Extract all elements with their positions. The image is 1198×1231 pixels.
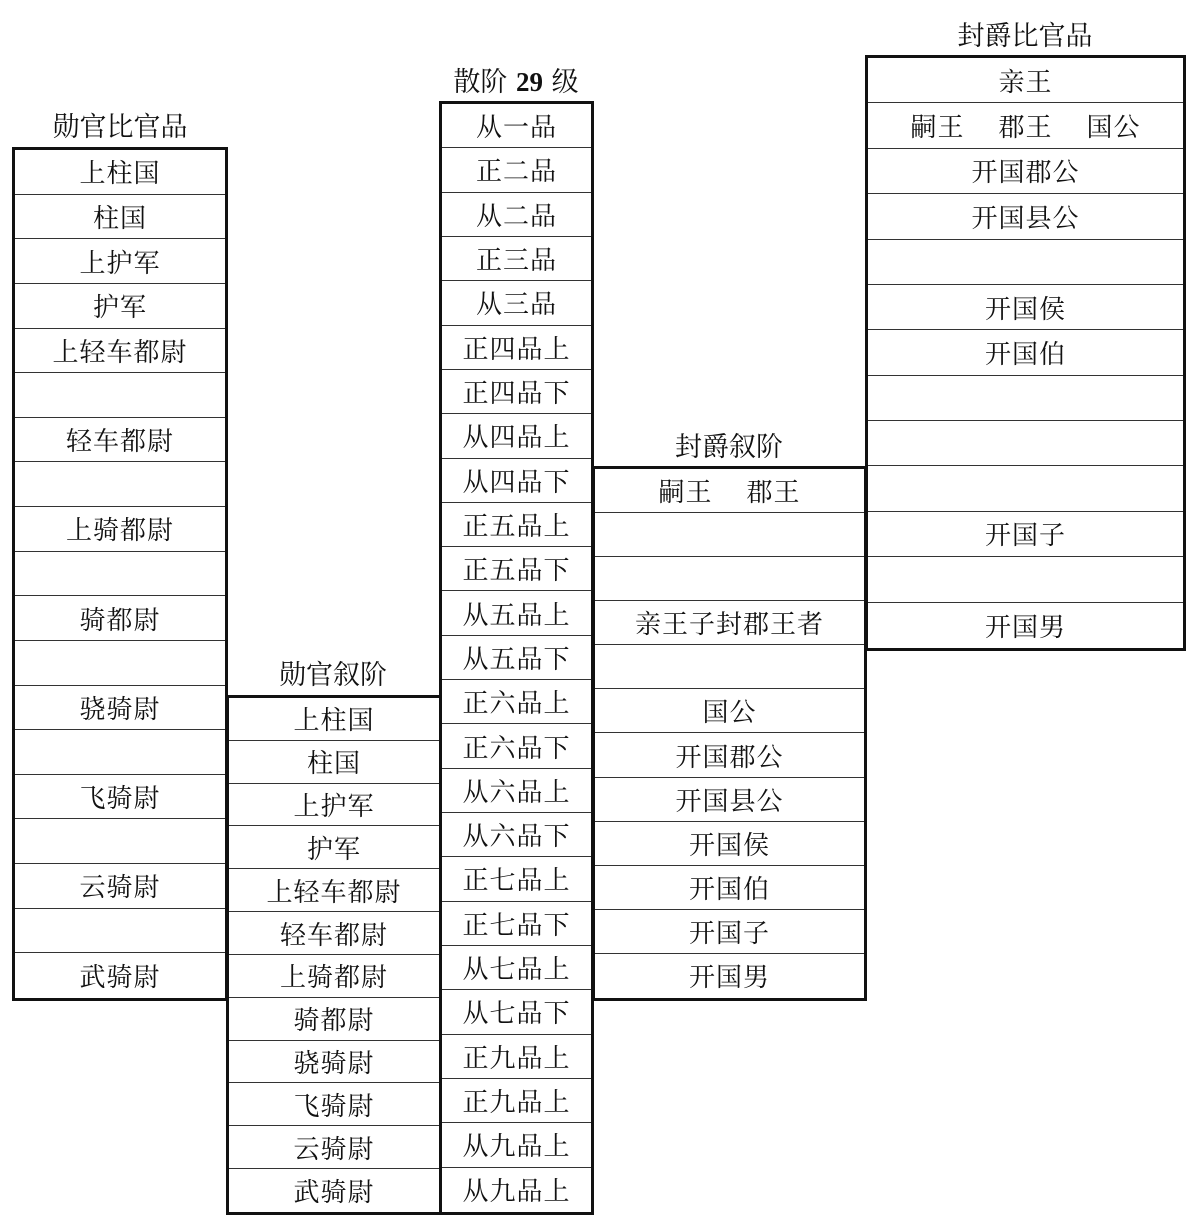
fengjue-bi-table — [865, 55, 1186, 651]
sanjie-cell: 正四品上 — [442, 326, 591, 370]
fengjue-xu-cell — [595, 645, 864, 689]
sanjie-cell: 正三品 — [442, 237, 591, 281]
xunguan-bi-cell: 武骑尉 — [79, 963, 161, 994]
xunguan-bi-cell: 骁骑尉 — [15, 686, 225, 731]
fengjue-bi-cell-part: 国公 — [1086, 113, 1141, 144]
sanjie-cell: 正五品下 — [442, 547, 591, 591]
sanjie-cell: 从九品上 — [442, 1123, 591, 1167]
fengjue-bi-cell — [868, 466, 1183, 511]
fengjue-xu-cell: 开国县公 — [595, 778, 864, 822]
fengjue-xu-cell — [595, 557, 864, 601]
xunguan-xu-cell: 上护军 — [229, 784, 439, 827]
sanjie-cell: 正六品上 — [442, 680, 591, 724]
sanjie-cell: 从七品上 — [442, 946, 591, 990]
sanjie-cell: 从五品下 — [442, 636, 591, 680]
xunguan-xu-cell: 上柱国 — [229, 698, 439, 741]
sanjie-cell: 从四品上 — [442, 414, 591, 458]
xunguan-bi-cell: 云骑尉 — [15, 864, 225, 909]
fengjue-xu-title: 封爵叙阶 — [675, 432, 783, 463]
sanjie-title-suffix: 级 — [551, 67, 579, 98]
fengjue-bi-cell: 开国郡公 — [868, 149, 1183, 194]
sanjie-cell: 正九品上 — [442, 1079, 591, 1123]
sanjie-cell: 正二品 — [442, 148, 591, 192]
sanjie-cell: 正四品下 — [442, 370, 591, 414]
xunguan-bi-cell — [15, 462, 225, 507]
xunguan-bi-cell — [15, 909, 225, 954]
xunguan-bi-cell: 骑都尉 — [15, 596, 225, 641]
xunguan-bi-cell — [15, 373, 225, 418]
fengjue-bi-cell — [868, 240, 1183, 285]
sanjie-cell: 从二品 — [442, 193, 591, 237]
sanjie-cell: 从五品上 — [442, 591, 591, 635]
fengjue-bi-cell-part: 郡王 — [998, 113, 1053, 144]
sanjie-cell: 从六品下 — [442, 813, 591, 857]
xunguan-xu-cell: 上轻车都尉 — [229, 869, 439, 912]
xunguan-bi-cell — [15, 552, 225, 597]
sanjie-title-num: 29 — [516, 67, 543, 97]
xunguan-bi-cell: 上骑都尉 — [15, 507, 225, 552]
xunguan-bi-table — [12, 147, 228, 1001]
xunguan-xu-cell: 骑都尉 — [229, 998, 439, 1041]
xunguan-xu-cell: 云骑尉 — [229, 1126, 439, 1169]
sanjie-cell: 从六品上 — [442, 769, 591, 813]
sanjie-cell: 正九品上 — [442, 1035, 591, 1079]
xunguan-xu-table — [226, 695, 442, 1215]
xunguan-bi-cell: 上轻车都尉 — [15, 329, 225, 374]
xunguan-bi-cell: 上护军 — [15, 239, 225, 284]
fengjue-bi-cell — [868, 421, 1183, 466]
xunguan-bi-cell — [15, 641, 225, 686]
fengjue-bi-cell: 亲王 — [868, 58, 1183, 103]
fengjue-xu-cell — [595, 469, 864, 513]
fengjue-xu-cell: 开国子 — [595, 910, 864, 954]
fengjue-bi-cell: 开国伯 — [868, 330, 1183, 375]
fengjue-xu-cell — [595, 513, 864, 557]
sanjie-cell: 从三品 — [442, 281, 591, 325]
fengjue-bi-cell: 开国侯 — [868, 285, 1183, 330]
fengjue-xu-table — [592, 466, 867, 1001]
sanjie-cell: 正七品下 — [442, 902, 591, 946]
fengjue-bi-cell: 开国男 — [984, 612, 1066, 643]
xunguan-xu-cell: 武骑尉 — [293, 1178, 375, 1209]
fengjue-xu-cell: 开国郡公 — [595, 733, 864, 777]
fengjue-bi-cell-part: 嗣王 — [910, 113, 965, 144]
xunguan-xu-cell: 骁骑尉 — [229, 1041, 439, 1084]
fengjue-xu-cell: 开国伯 — [595, 866, 864, 910]
sanjie-cell: 正七品上 — [442, 857, 591, 901]
fengjue-bi-title: 封爵比官品 — [957, 21, 1093, 52]
xunguan-bi-cell: 护军 — [15, 284, 225, 329]
sanjie-cell: 从四品下 — [442, 459, 591, 503]
sanjie-cell: 从一品 — [442, 104, 591, 148]
xunguan-xu-cell: 轻车都尉 — [229, 912, 439, 955]
xunguan-xu-cell: 上骑都尉 — [229, 955, 439, 998]
sanjie-cell: 从七品下 — [442, 990, 591, 1034]
fengjue-bi-cell: 开国县公 — [868, 194, 1183, 239]
fengjue-xu-cell-part: 嗣王 — [658, 478, 713, 509]
fengjue-bi-cell — [868, 376, 1183, 421]
fengjue-xu-cell: 国公 — [595, 689, 864, 733]
xunguan-xu-title: 勋官叙阶 — [279, 660, 387, 691]
xunguan-bi-cell — [15, 819, 225, 864]
xunguan-bi-cell: 飞骑尉 — [15, 775, 225, 820]
sanjie-title — [440, 62, 592, 103]
sanjie-table — [439, 101, 594, 1215]
xunguan-xu-cell: 飞骑尉 — [229, 1083, 439, 1126]
xunguan-bi-title: 勋官比官品 — [52, 112, 188, 143]
fengjue-bi-cell — [868, 557, 1183, 602]
fengjue-xu-cell-part: 郡王 — [746, 478, 801, 509]
xunguan-xu-cell: 柱国 — [229, 741, 439, 784]
fengjue-bi-cell — [868, 103, 1183, 148]
xunguan-bi-cell: 上柱国 — [15, 150, 225, 195]
xunguan-bi-cell: 轻车都尉 — [15, 418, 225, 463]
fengjue-xu-cell: 亲王子封郡王者 — [595, 601, 864, 645]
fengjue-xu-cell: 开国男 — [688, 963, 770, 994]
sanjie-title-prefix: 散阶 — [453, 67, 508, 98]
fengjue-xu-cell: 开国侯 — [595, 822, 864, 866]
sanjie-cell: 正六品下 — [442, 724, 591, 768]
sanjie-cell: 正五品上 — [442, 503, 591, 547]
sanjie-cell: 从九品上 — [462, 1177, 571, 1208]
fengjue-bi-cell: 开国子 — [868, 512, 1183, 557]
xunguan-bi-cell — [15, 730, 225, 775]
xunguan-xu-cell: 护军 — [229, 826, 439, 869]
xunguan-bi-cell: 柱国 — [15, 195, 225, 240]
